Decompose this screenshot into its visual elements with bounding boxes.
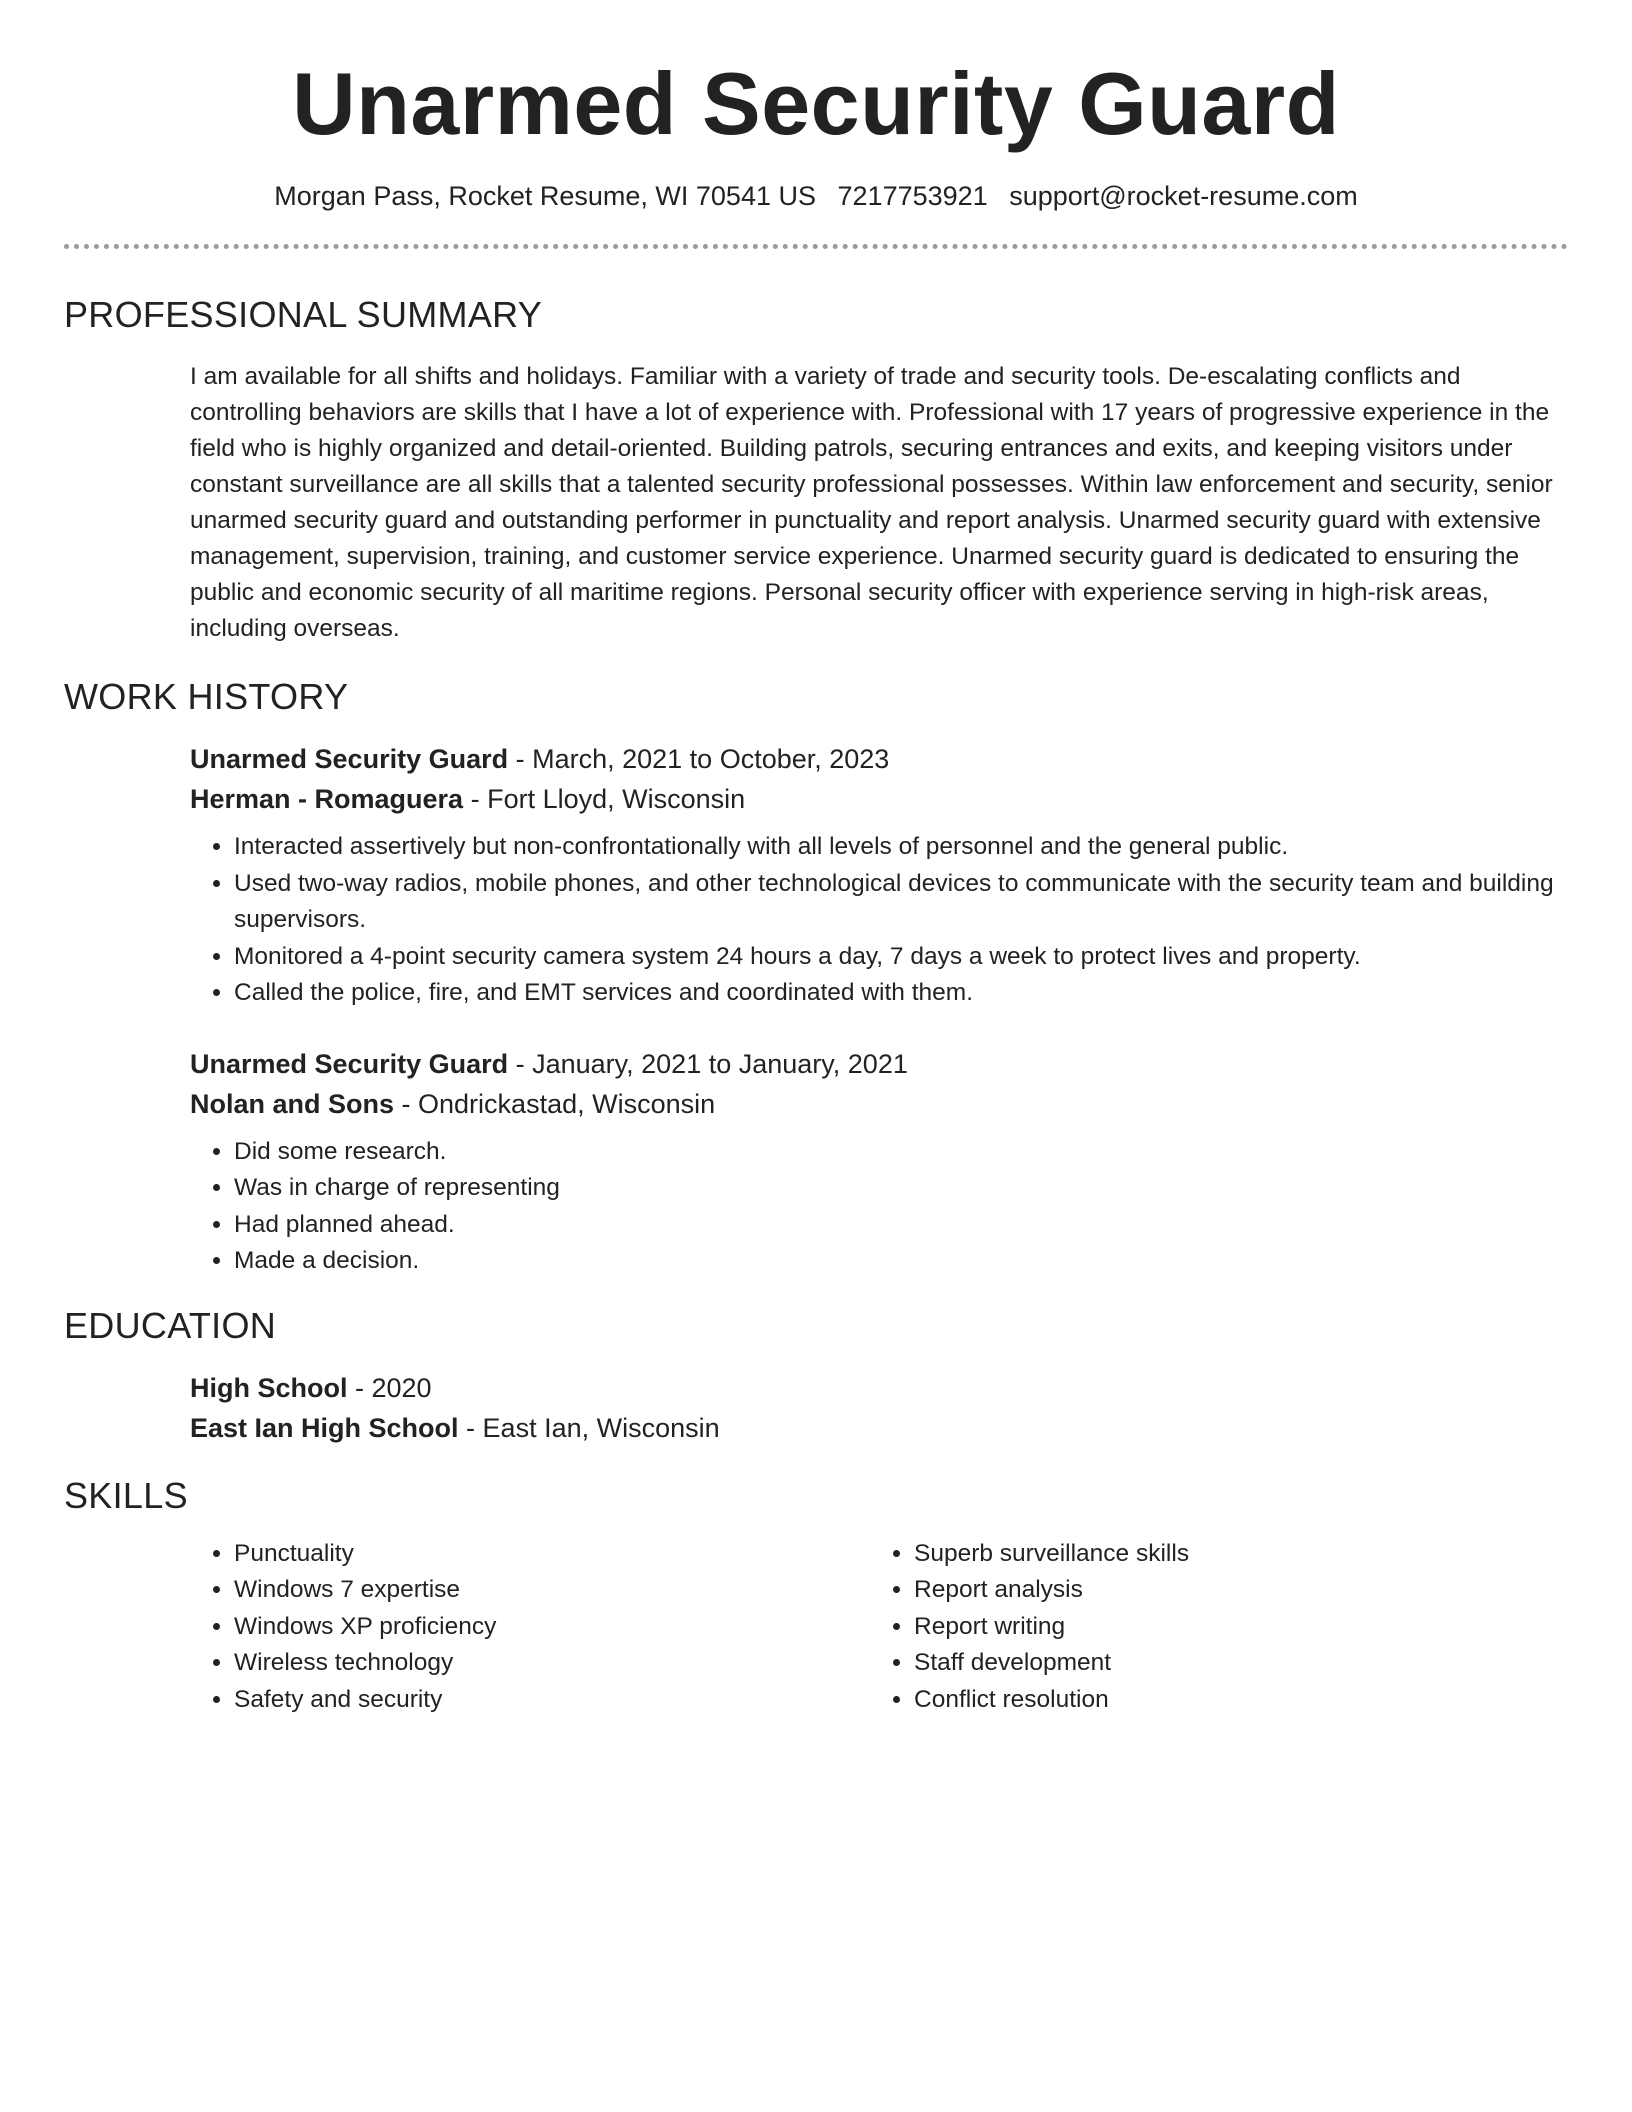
skill-item: • Punctuality xyxy=(234,1536,870,1573)
job-duty: • Called the police, fire, and EMT services and coordinated with them. xyxy=(234,975,1568,1012)
skill-item: • Superb surveillance skills xyxy=(914,1536,1550,1573)
summary-section xyxy=(64,293,1568,647)
job-role: Unarmed Security Guard xyxy=(190,1048,509,1079)
skills-column-left xyxy=(190,1536,870,1719)
job-entry xyxy=(64,739,1568,1012)
contact-email: support@rocket-resume.com xyxy=(1009,181,1358,211)
contact-phone: 7217753921 xyxy=(837,181,988,211)
skill-item: • Staff development xyxy=(914,1645,1550,1682)
skills-heading: SKILLS xyxy=(64,1474,188,1516)
job-duty: • Did some research. xyxy=(234,1134,1568,1171)
job-dates: - March, 2021 to October, 2023 xyxy=(508,744,890,774)
job-role: Unarmed Security Guard xyxy=(190,744,509,774)
job-duty: • Made a decision. xyxy=(234,1243,1568,1280)
skill-item: • Report writing xyxy=(914,1609,1550,1646)
job-title-line xyxy=(190,739,1568,779)
job-duty: • Used two-way radios, mobile phones, and other technological devices to communicate with the security team and building supervisors. xyxy=(234,866,1568,939)
contact-line xyxy=(64,178,1568,214)
education-heading: EDUCATION xyxy=(64,1304,277,1346)
job-location: - Ondrickastad, Wisconsin xyxy=(394,1088,716,1119)
education-school-line xyxy=(190,1408,1568,1448)
job-entry xyxy=(64,1044,1568,1280)
education-school: East Ian High School xyxy=(190,1412,459,1443)
skills-section xyxy=(64,1474,1568,1719)
education-degree-line xyxy=(190,1368,1568,1408)
skill-item: • Windows 7 expertise xyxy=(234,1572,870,1609)
skill-item: • Wireless technology xyxy=(234,1645,870,1682)
summary-text: I am available for all shifts and holidays. Familiar with a variety of trade and security tools. De-escalating conflicts and controlling behaviors are skills that I have a lot of experience with. Professional with 17 years of progressive experience in the field who is highly organized and detail-oriented. Building patrols, securing entrances and exits, and keeping visitors under constant surveillance are all skills that a talented security professional possesses. Within law enforcement and security, senior unarmed security guard and outstanding performer in punctuality and report analysis. Unarmed security guard with extensive management, supervision, training, and customer service experience. Unarmed security guard is dedicated to ensuring the public and economic security of all maritime regions. Personal security officer with experience serving in high-risk areas, including overseas. xyxy=(190,363,1553,642)
job-location: - Fort Lloyd, Wisconsin xyxy=(463,784,746,814)
contact-address: Morgan Pass, Rocket Resume, WI 70541 US xyxy=(274,181,816,211)
skill-item: • Conflict resolution xyxy=(914,1682,1550,1719)
job-company: Herman - Romaguera xyxy=(190,784,464,814)
skill-item: • Report analysis xyxy=(914,1572,1550,1609)
education-section xyxy=(64,1304,1568,1448)
job-duty: • Had planned ahead. xyxy=(234,1207,1568,1244)
skills-list xyxy=(190,1536,870,1719)
candidate-name: Unarmed Security Guard xyxy=(292,54,1340,153)
work-history-heading: WORK HISTORY xyxy=(64,676,349,717)
education-entry xyxy=(64,1368,1568,1448)
education-year: - 2020 xyxy=(347,1372,432,1403)
job-company-line xyxy=(190,1084,1568,1124)
skills-list xyxy=(870,1536,1550,1719)
education-degree: High School xyxy=(190,1372,348,1403)
education-location: - East Ian, Wisconsin xyxy=(458,1412,720,1443)
skill-item: • Safety and security xyxy=(234,1682,870,1719)
job-duty: • Interacted assertively but non-confrontationally with all levels of personnel and the general public. xyxy=(234,829,1568,866)
job-duty: • Was in charge of representing xyxy=(234,1170,1568,1207)
skill-item: • Windows XP proficiency xyxy=(234,1609,870,1646)
resume-header xyxy=(64,0,1568,249)
skills-column-right xyxy=(870,1536,1550,1719)
job-duties-list xyxy=(190,829,1568,1012)
work-history-section xyxy=(64,675,1568,1280)
job-company: Nolan and Sons xyxy=(190,1088,395,1119)
header-divider xyxy=(64,244,1568,249)
summary-body xyxy=(64,359,1568,647)
job-duties-list xyxy=(190,1134,1568,1280)
skills-grid xyxy=(64,1536,1568,1719)
job-title-line xyxy=(190,1044,1568,1084)
job-company-line xyxy=(190,779,1568,819)
job-duty: • Monitored a 4-point security camera system 24 hours a day, 7 days a week to protect lives and property. xyxy=(234,939,1568,976)
job-dates: - January, 2021 to January, 2021 xyxy=(508,1048,908,1079)
summary-heading: PROFESSIONAL SUMMARY xyxy=(64,294,543,335)
